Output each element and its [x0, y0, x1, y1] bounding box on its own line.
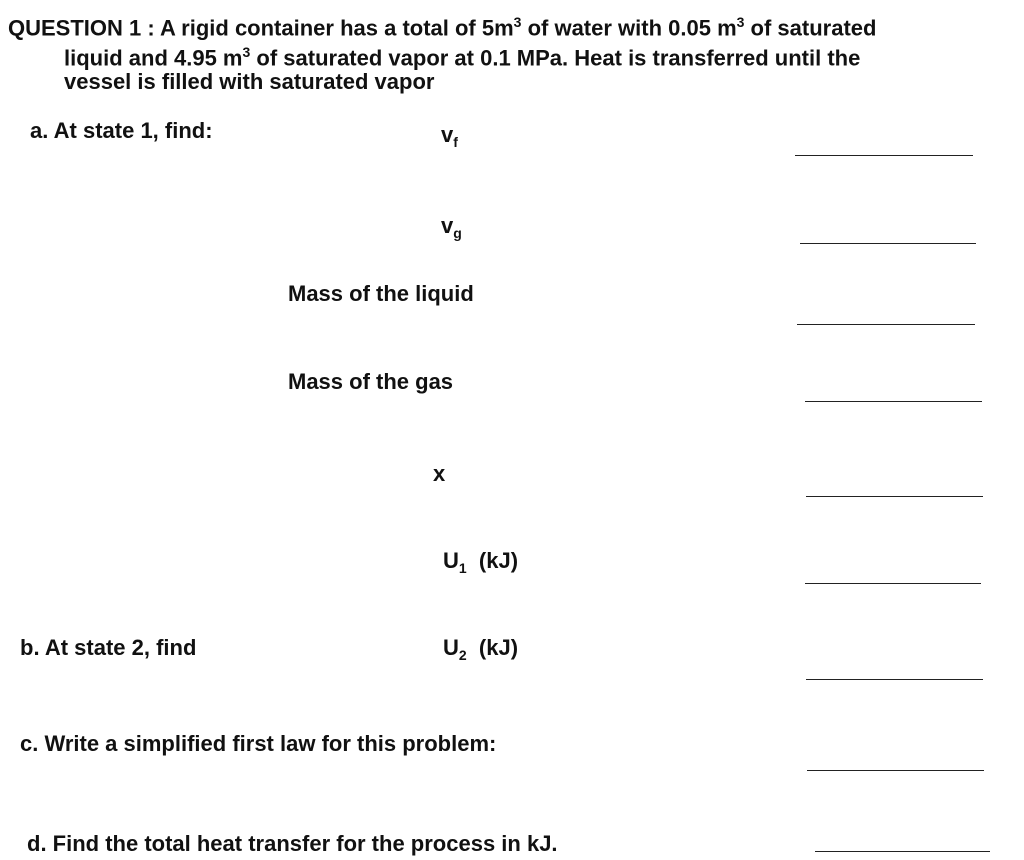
part-a-label: a. At state 1, find:	[30, 118, 213, 143]
question-heading: QUESTION 1 : A rigid container has a total of 5m	[8, 15, 514, 41]
superscript-3: 3	[736, 14, 745, 30]
answer-blank-mass-liquid[interactable]	[797, 324, 975, 325]
answer-blank-vg[interactable]	[800, 243, 976, 244]
part-b-label: b. At state 2, find	[20, 635, 197, 660]
answer-blank-first-law[interactable]	[807, 770, 984, 771]
question-line-3: vessel is filled with saturated vapor	[64, 69, 435, 94]
vf-symbol: $v_f$	[441, 122, 458, 150]
part-d-label: d. Find the total heat transfer for the process in kJ.	[27, 831, 558, 856]
answer-blank-vf[interactable]	[795, 155, 973, 156]
answer-blank-heat-transfer[interactable]	[815, 851, 990, 852]
question-text: liquid and 4.95 m	[64, 45, 243, 71]
superscript-3: 3	[513, 14, 522, 30]
mass-gas-label: Mass of the gas	[288, 369, 454, 394]
vg-symbol: $v_g$	[441, 213, 462, 241]
part-c-label: c. Write a simplified first law for this problem:	[20, 731, 497, 756]
question-text: of saturated	[744, 15, 877, 41]
answer-blank-u1[interactable]	[805, 583, 981, 584]
superscript-3: 3	[242, 44, 251, 60]
u2-symbol: $U_2$ (kJ)	[443, 635, 519, 663]
quality-x-label: x	[433, 461, 446, 486]
question-text: of saturated vapor at 0.1 MPa. Heat is transferred until the	[250, 45, 861, 71]
u1-symbol: $U_1$ (kJ)	[443, 548, 519, 576]
mass-liquid-label: Mass of the liquid	[288, 281, 474, 306]
question-text: of water with 0.05 m	[521, 15, 737, 41]
answer-blank-x[interactable]	[806, 496, 983, 497]
answer-blank-mass-gas[interactable]	[805, 401, 982, 402]
answer-blank-u2[interactable]	[806, 679, 983, 680]
